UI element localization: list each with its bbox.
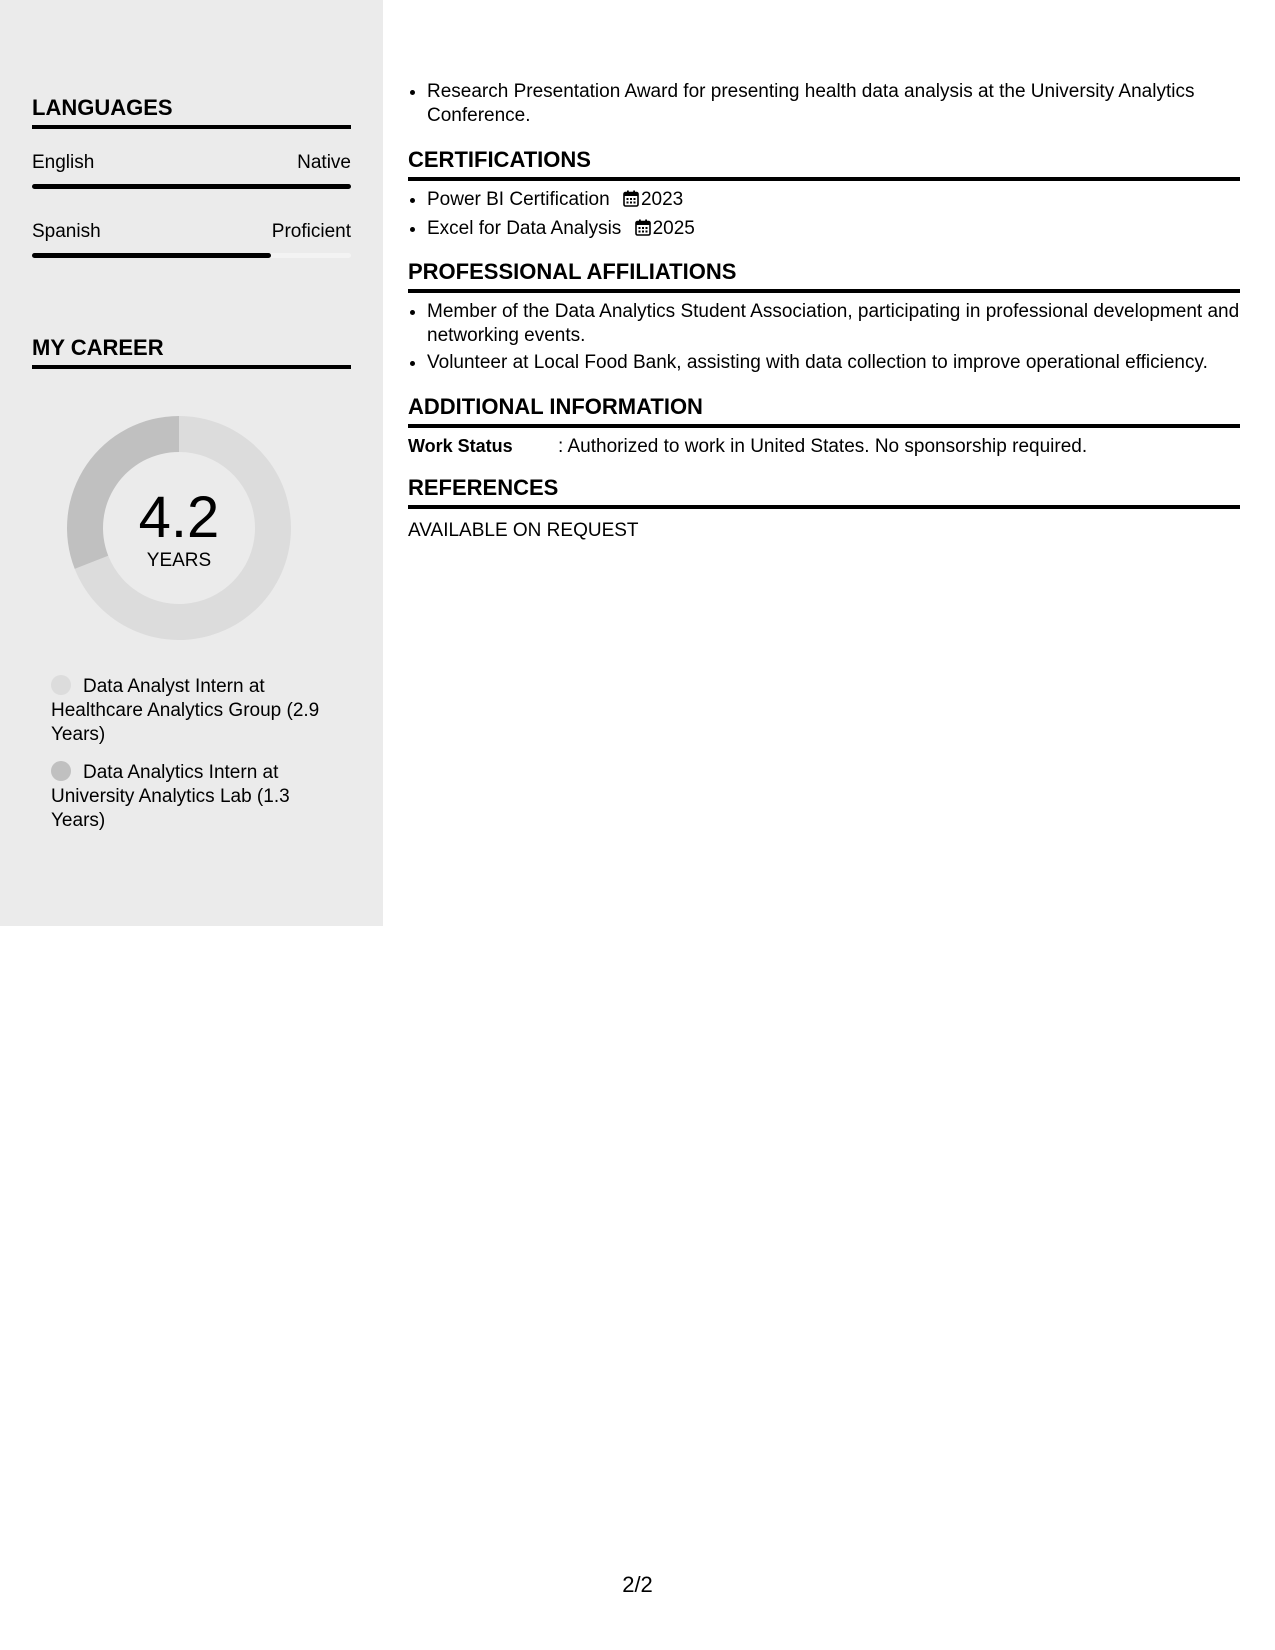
certification-item	[427, 188, 1247, 214]
work-status-value: : Authorized to work in United States. No sponsorship required.	[558, 436, 1088, 457]
certifications-heading: CERTIFICATIONS	[408, 147, 1240, 181]
certification-year: 2023	[640, 189, 684, 210]
career-donut-chart	[67, 416, 291, 640]
additional-info-heading: ADDITIONAL INFORMATION	[408, 394, 1240, 428]
career-legend-item	[51, 675, 341, 747]
page-number: 2/2	[622, 1572, 653, 1597]
language-row-english	[32, 152, 351, 174]
references-text: AVAILABLE ON REQUEST	[408, 520, 639, 541]
language-name: English	[32, 152, 95, 173]
career-legend-item	[51, 761, 341, 833]
career-total-unit: YEARS	[146, 550, 212, 571]
work-status-row	[408, 435, 1240, 458]
career-legend-label: Data Analyst Intern at Healthcare Analytics Group (2.9 Years)	[51, 676, 320, 745]
career-donut-center	[67, 416, 291, 640]
language-level: Native	[297, 152, 351, 173]
affiliation-item: • Member of the Data Analytics Student Association, participating in professional development and networking events.	[427, 300, 1247, 348]
affiliation-item: • Volunteer at Local Food Bank, assisting with data collection to improve operational efficiency.	[427, 351, 1247, 375]
affiliations-heading: PROFESSIONAL AFFILIATIONS	[408, 259, 1240, 293]
affiliations-list	[408, 300, 1247, 378]
language-row-spanish	[32, 221, 351, 243]
language-bar-spanish	[32, 253, 351, 258]
certification-name: Power BI Certification	[427, 189, 610, 210]
career-legend-label: Data Analytics Intern at University Analytics Lab (1.3 Years)	[51, 762, 290, 831]
certification-year: 2025	[652, 218, 695, 239]
language-bar-fill	[32, 253, 271, 258]
languages-heading: LANGUAGES	[32, 95, 351, 129]
legend-dot-icon	[51, 761, 71, 781]
career-heading: MY CAREER	[32, 335, 351, 369]
work-status-label: Work Status	[408, 436, 513, 456]
sidebar	[0, 0, 383, 926]
calendar-icon	[623, 190, 639, 214]
certification-item	[427, 217, 1247, 243]
career-total-value: 4.2	[138, 485, 220, 550]
legend-dot-icon	[51, 675, 71, 695]
language-level: Proficient	[271, 221, 351, 242]
language-bar-english	[32, 184, 351, 189]
language-name: Spanish	[32, 221, 101, 242]
certifications-list	[408, 188, 1247, 246]
references-heading: REFERENCES	[408, 475, 1240, 509]
awards-list	[408, 80, 1247, 131]
certification-name: Excel for Data Analysis	[427, 218, 622, 239]
award-item: • Research Presentation Award for presenting health data analysis at the University Analytics Conference.	[427, 80, 1247, 128]
calendar-icon	[635, 219, 651, 243]
language-bar-fill	[32, 184, 351, 189]
